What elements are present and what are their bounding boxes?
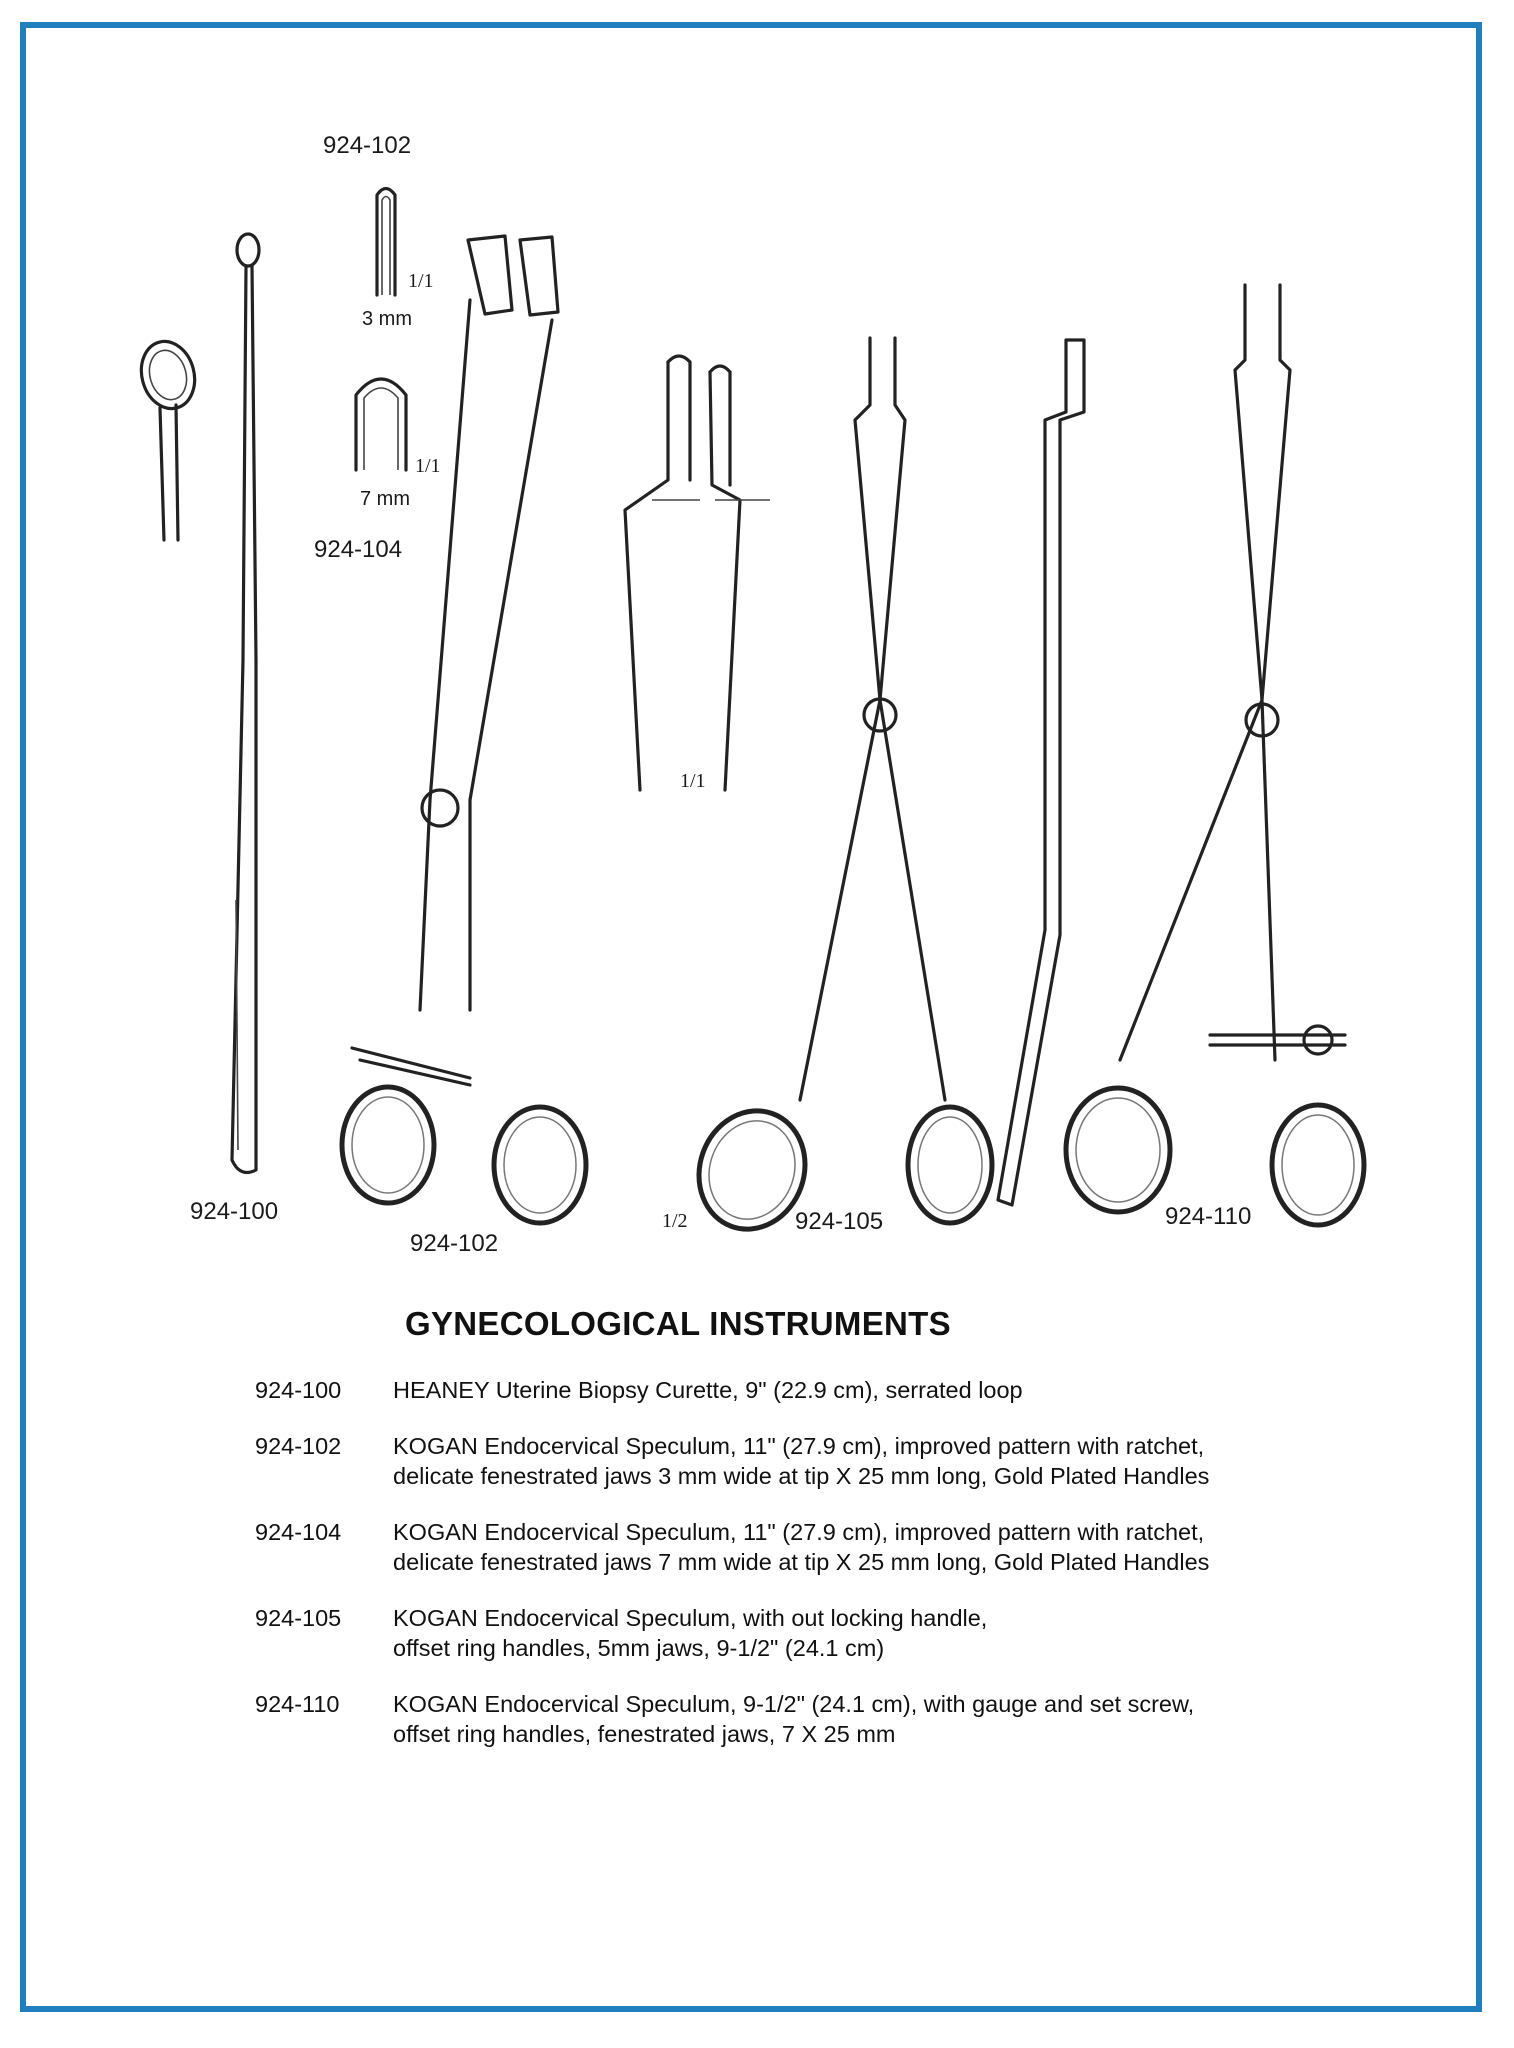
item-description <box>393 1689 1375 1749</box>
description-line: KOGAN Endocervical Speculum, 11" (27.9 cm), improved pattern with ratchet, <box>393 1519 1205 1545</box>
label-924-110: 924-110 <box>1165 1203 1252 1230</box>
item-description <box>393 1431 1375 1491</box>
description-line: KOGAN Endocervical Speculum, 11" (27.9 cm), improved pattern with ratchet, <box>393 1433 1205 1459</box>
scale-3mm-tip: 1/1 <box>408 270 434 292</box>
catalog-list <box>255 1375 1375 1775</box>
label-924-102-bottom: 924-102 <box>410 1230 499 1257</box>
catalog-item <box>255 1517 1375 1577</box>
jaw-tip-3mm <box>377 189 395 296</box>
label-3mm: 3 mm <box>362 308 412 330</box>
label-924-105: 924-105 <box>795 1208 884 1235</box>
item-code: 924-100 <box>255 1377 342 1403</box>
item-code: 924-102 <box>255 1433 342 1459</box>
scale-jaw-detail: 1/1 <box>680 770 706 792</box>
jaw-detail-924-105 <box>625 356 770 790</box>
label-7mm: 7 mm <box>360 488 410 510</box>
scale-half: 1/2 <box>662 1210 688 1232</box>
description-line: offset ring handles, 5mm jaws, 9-1/2" (24.1 cm) <box>393 1635 885 1661</box>
catalog-item <box>255 1689 1375 1749</box>
jaw-tip-7mm <box>356 379 406 470</box>
speculum-blade <box>998 340 1084 1205</box>
label-924-102-top: 924-102 <box>323 132 412 159</box>
item-description <box>393 1603 1375 1663</box>
item-description <box>393 1517 1375 1577</box>
label-924-104: 924-104 <box>314 536 403 563</box>
catalog-item <box>255 1431 1375 1491</box>
curette-loop-detail <box>134 335 202 540</box>
scale-7mm-tip: 1/1 <box>415 455 441 477</box>
description-line: KOGAN Endocervical Speculum, with out locking handle, <box>393 1605 988 1631</box>
item-code: 924-105 <box>255 1605 342 1631</box>
speculum-924-102 <box>342 236 586 1223</box>
item-code: 924-110 <box>255 1691 340 1717</box>
description-line: delicate fenestrated jaws 7 mm wide at tip X 25 mm long, Gold Plated Handles <box>393 1549 1210 1575</box>
description-line: HEANEY Uterine Biopsy Curette, 9" (22.9 cm), serrated loop <box>393 1377 1023 1403</box>
page-title: GYNECOLOGICAL INSTRUMENTS <box>405 1305 951 1342</box>
item-description <box>393 1375 1375 1405</box>
description-line: offset ring handles, fenestrated jaws, 7 X 25 mm <box>393 1721 896 1747</box>
description-line: delicate fenestrated jaws 3 mm wide at tip X 25 mm long, Gold Plated Handles <box>393 1463 1210 1489</box>
label-924-100: 924-100 <box>190 1198 279 1225</box>
description-line: KOGAN Endocervical Speculum, 9-1/2" (24.1 cm), with gauge and set screw, <box>393 1691 1195 1717</box>
catalog-item <box>255 1375 1375 1405</box>
curette-924-100 <box>232 234 259 1172</box>
speculum-924-110 <box>1066 285 1364 1225</box>
catalog-item <box>255 1603 1375 1663</box>
item-code: 924-104 <box>255 1519 342 1545</box>
